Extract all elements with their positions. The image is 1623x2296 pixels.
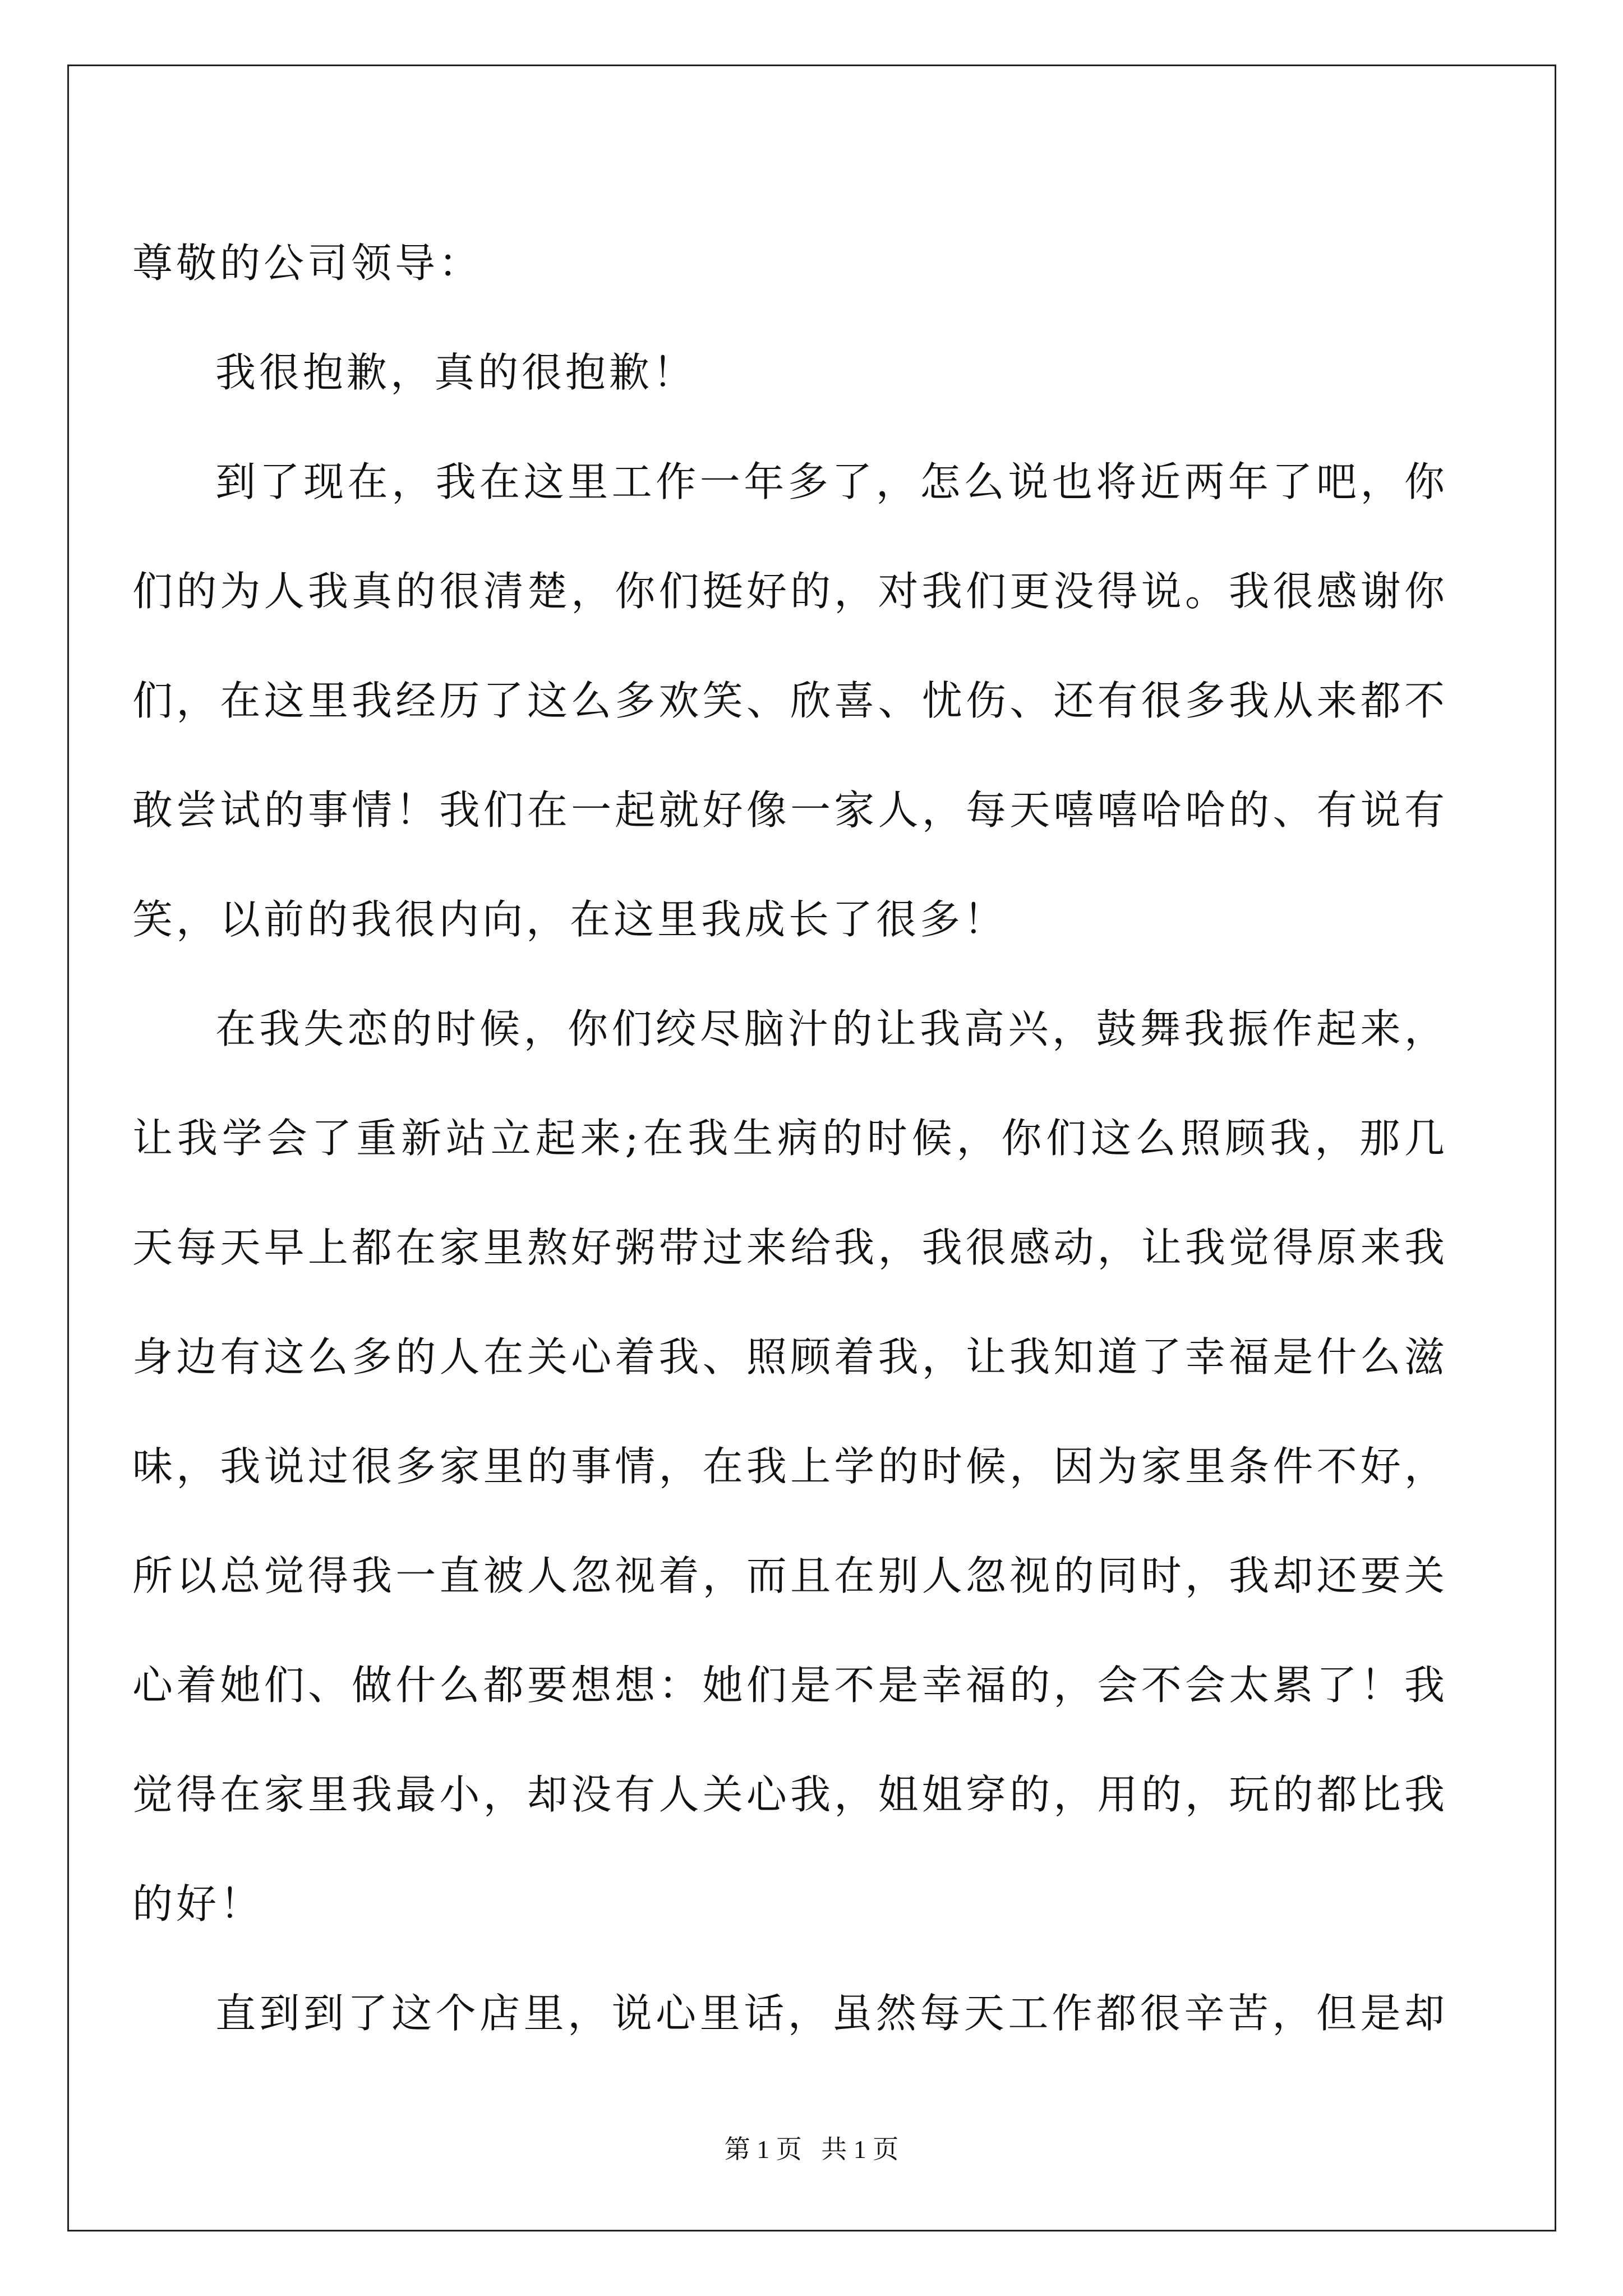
letter-body xyxy=(132,209,1448,2088)
paragraph-shop-life: 直到到了这个店里，说心里话，虽然每天工作都很辛苦，但是却 xyxy=(215,1990,1448,2037)
page-number: 第 1 页 共 1 页 xyxy=(724,2135,899,2164)
paragraph-apology: 我很抱歉，真的很抱歉！ xyxy=(215,349,697,396)
greeting: 尊敬的公司领导： xyxy=(132,240,483,287)
paragraph-work-experience: 到了现在，我在这里工作一年多了，怎么说也将近两年了吧，你们的为人我真的很清楚，你们挺好的，对我们更没得说。我很感谢你们，在这里我经历了这么多欢笑、欣喜、忧伤、还有很多我从来都不敢尝试的事情！我们在一起就好像一家人，每天嘻嘻哈哈的、有说有笑，以前的我很内向，在这里我成长了很多！ xyxy=(132,458,1448,943)
paragraph-care-received: 在我失恋的时候，你们绞尽脑汁的让我高兴，鼓舞我振作起来，让我学会了重新站立起来;在我生病的时候，你们这么照顾我，那几天每天早上都在家里熬好粥带过来给我，我很感动，让我觉得原来我身边有这么多的人在关心着我、照顾着我，让我知道了幸福是什么滋味，我说过很多家里的事情，在我上学的时候，因为家里条件不好，所以总觉得我一直被人忽视着，而且在别人忽视的同时，我却还要关心着她们、做什么都要想想：她们是不是幸福的，会不会太累了！我觉得在家里我最小，却没有人关心我，姐姐穿的，用的，玩的都比我的好！ xyxy=(132,1005,1448,1927)
